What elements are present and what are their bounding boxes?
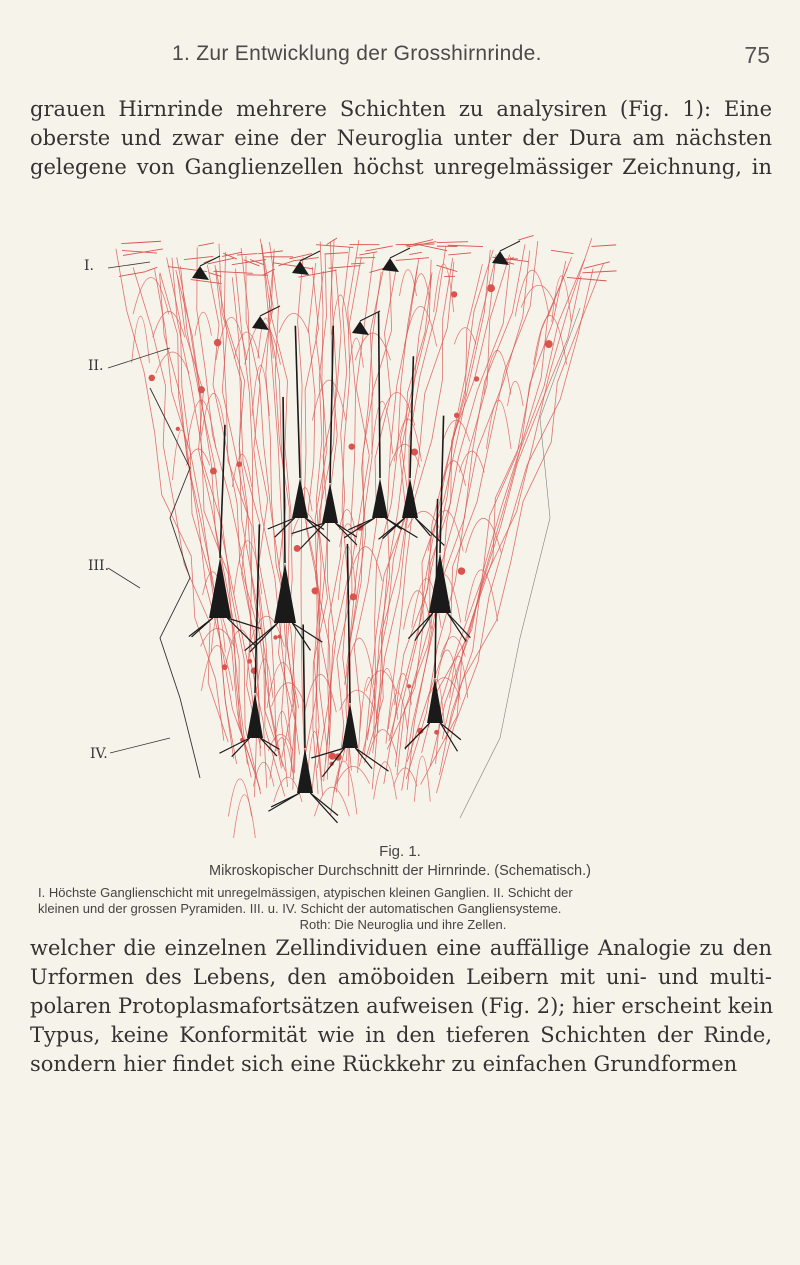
glia-fibre bbox=[419, 245, 447, 251]
glia-loop bbox=[232, 454, 252, 487]
glia-fibre bbox=[409, 252, 422, 254]
glia-fibre bbox=[209, 273, 221, 277]
glia-cell bbox=[273, 635, 277, 639]
glia-fibre bbox=[359, 252, 377, 255]
glia-fibre bbox=[197, 247, 261, 748]
glia-loop bbox=[372, 401, 393, 454]
glia-cell bbox=[454, 413, 459, 418]
glia-cell bbox=[149, 375, 156, 382]
layer-label-IV: IV. bbox=[90, 746, 108, 762]
figure-caption bbox=[38, 885, 768, 933]
pyramidal-cell bbox=[292, 478, 308, 518]
glia-fibre bbox=[207, 258, 233, 264]
figure-caption-title: Mikroskopischer Durchschnitt der Hirnrinde. (Schematisch.) bbox=[209, 863, 591, 879]
pyramidal-cell bbox=[297, 748, 313, 793]
layer-outlines bbox=[108, 262, 580, 818]
glia-loop bbox=[331, 761, 357, 814]
glia-loop bbox=[374, 762, 397, 800]
glia-fibre bbox=[446, 264, 604, 740]
text-line: Urformen des Lebens, den amöboiden Leibern mit uni- und multi- bbox=[30, 965, 772, 989]
glia-loop bbox=[332, 295, 349, 335]
caption-line: Roth: Die Neuroglia und ihre Zellen. bbox=[299, 917, 507, 932]
glia-fibre bbox=[436, 265, 457, 271]
text-line: welcher die einzelnen Zellindividuen eine auffällige Analogie zu den bbox=[30, 936, 772, 960]
layer-label-III: III. bbox=[88, 558, 110, 574]
label-leader bbox=[108, 568, 140, 588]
glia-fibre bbox=[121, 241, 161, 243]
glia-fibre bbox=[119, 272, 146, 277]
glia-loop bbox=[394, 419, 421, 461]
glia-fibre bbox=[123, 249, 163, 256]
glia-loop bbox=[534, 316, 567, 365]
glia-loop bbox=[340, 690, 375, 710]
glia-loop bbox=[202, 393, 226, 435]
glia-cell bbox=[434, 730, 439, 735]
glia-loop bbox=[201, 629, 235, 647]
glia-loop bbox=[441, 637, 466, 657]
glia-fibre bbox=[365, 246, 392, 251]
glia-fibre bbox=[407, 244, 525, 790]
glia-cell bbox=[474, 376, 479, 381]
glia-cell bbox=[458, 567, 465, 574]
glia-fibre bbox=[551, 250, 573, 253]
glia-fibre bbox=[198, 243, 214, 246]
paragraph-bottom bbox=[30, 934, 772, 1079]
glia-cell bbox=[214, 339, 221, 346]
pyramidal-cell bbox=[429, 553, 451, 613]
glia-fibre bbox=[406, 251, 530, 780]
glia-cell bbox=[176, 427, 180, 431]
glia-loop bbox=[443, 420, 470, 441]
glia-cell bbox=[349, 443, 355, 449]
glia-loop bbox=[454, 328, 476, 345]
glia-fibre bbox=[327, 238, 337, 245]
pyramidal-cell bbox=[247, 693, 263, 738]
glia-loop bbox=[133, 278, 169, 315]
glia-loop bbox=[521, 285, 556, 307]
glia-fibre bbox=[213, 271, 252, 273]
glia-fibre bbox=[584, 262, 610, 269]
glia-fibre bbox=[386, 258, 453, 744]
basal-dendrite bbox=[292, 623, 322, 642]
glia-cell bbox=[487, 284, 495, 292]
caption-line: I. Höchste Ganglienschicht mit unregelmässigen, atypischen kleinen Ganglien. II. Schicht der bbox=[38, 885, 573, 900]
glia-cell bbox=[312, 587, 319, 594]
glia-loop bbox=[232, 795, 256, 838]
glia-fibre bbox=[372, 262, 454, 790]
figure-label: Fig. 1. bbox=[379, 843, 421, 860]
glia-cell bbox=[236, 461, 242, 467]
glia-fibre bbox=[591, 245, 616, 247]
basal-dendrite bbox=[344, 518, 374, 538]
running-head bbox=[0, 42, 800, 82]
glia-cell bbox=[451, 291, 457, 297]
basal-dendrite bbox=[310, 793, 338, 815]
figure-illustration bbox=[80, 218, 640, 838]
glia-cell bbox=[411, 448, 418, 455]
layer-label-I: I. bbox=[84, 258, 94, 274]
text-line: Typus, keine Konformität wie in den tieferen Schichten der Rinde, bbox=[30, 1023, 772, 1047]
text-line: oberste und zwar eine der Neuroglia unter der Dura am nächsten bbox=[30, 126, 772, 150]
glia-fibre bbox=[567, 277, 607, 280]
label-leader bbox=[110, 738, 170, 753]
pyramidal-cell bbox=[274, 563, 296, 623]
glia-loop bbox=[279, 313, 309, 332]
text-line: sondern hier findet sich eine Rückkehr zu einfachen Grundformen bbox=[30, 1052, 738, 1076]
glia-fibre bbox=[518, 235, 533, 240]
apical-dendrite bbox=[283, 397, 285, 563]
dendrite bbox=[360, 311, 380, 321]
glia-cell bbox=[278, 634, 282, 638]
atypical-ganglion bbox=[192, 266, 209, 280]
glia-fibre bbox=[437, 242, 468, 243]
label-leader bbox=[108, 262, 150, 268]
glia-loop bbox=[487, 400, 512, 449]
caption-line: kleinen und der grossen Pyramiden. III. u. IV. Schicht der automatischen Gangliensysteme. bbox=[38, 901, 562, 916]
glia-fibre bbox=[237, 254, 257, 255]
glia-fibre bbox=[396, 258, 429, 261]
cortex-section-drawing bbox=[80, 218, 640, 838]
neuroglia-network bbox=[116, 235, 617, 838]
glia-loop bbox=[314, 787, 349, 816]
glia-cell bbox=[247, 659, 252, 664]
glia-fibre bbox=[329, 266, 361, 269]
basal-dendrite bbox=[440, 723, 461, 740]
glia-fibre bbox=[160, 273, 255, 772]
dendrite bbox=[500, 241, 520, 251]
glia-fibre bbox=[325, 253, 348, 254]
atypical-ganglion bbox=[492, 251, 509, 265]
paragraph-top bbox=[30, 95, 772, 182]
glia-loop bbox=[228, 779, 251, 817]
glia-fibre bbox=[421, 238, 592, 784]
text-line: grauen Hirnrinde mehrere Schichten zu analysiren (Fig. 1): Eine bbox=[30, 97, 772, 121]
glia-fibre bbox=[316, 245, 353, 248]
glia-cell bbox=[294, 545, 301, 552]
glia-cell bbox=[407, 684, 411, 688]
glia-fibre bbox=[405, 255, 496, 750]
glia-fibre bbox=[184, 256, 213, 259]
glia-cell bbox=[350, 593, 357, 600]
text-line: gelegene von Ganglienzellen höchst unregelmässiger Zeichnung, in bbox=[30, 155, 772, 179]
glia-fibre bbox=[448, 253, 471, 255]
glia-cell bbox=[222, 664, 228, 670]
glia-loop bbox=[466, 518, 502, 553]
glia-loop bbox=[156, 352, 189, 373]
basal-dendrite bbox=[268, 793, 299, 811]
page-number: 75 bbox=[744, 42, 770, 68]
glia-loop bbox=[337, 766, 370, 783]
glia-cell bbox=[545, 340, 553, 348]
dendrite bbox=[390, 248, 410, 258]
glia-loop bbox=[515, 270, 549, 316]
pyramidal-cell bbox=[372, 478, 388, 518]
running-title: 1. Zur Entwicklung der Grosshirnrinde. bbox=[172, 42, 542, 65]
glia-loop bbox=[414, 756, 430, 802]
glia-fibre bbox=[582, 271, 616, 273]
layer-label-II: II. bbox=[88, 358, 104, 374]
glia-cell bbox=[210, 468, 217, 475]
glia-loop bbox=[508, 381, 524, 406]
glia-fibre bbox=[351, 263, 364, 264]
glia-fibre bbox=[387, 250, 490, 750]
glia-fibre bbox=[177, 276, 242, 740]
basal-dendrite bbox=[415, 518, 430, 536]
text-line: polaren Protoplasmafortsätzen aufweisen (Fig. 2); hier erscheint kein bbox=[30, 994, 774, 1018]
pyramidal-cell bbox=[342, 703, 358, 748]
glia-loop bbox=[312, 380, 345, 420]
section-boundary bbox=[460, 308, 580, 818]
glia-cell bbox=[198, 386, 205, 393]
basal-dendrite bbox=[310, 793, 337, 823]
atypical-ganglion bbox=[352, 321, 369, 335]
glia-fibre bbox=[146, 267, 157, 271]
